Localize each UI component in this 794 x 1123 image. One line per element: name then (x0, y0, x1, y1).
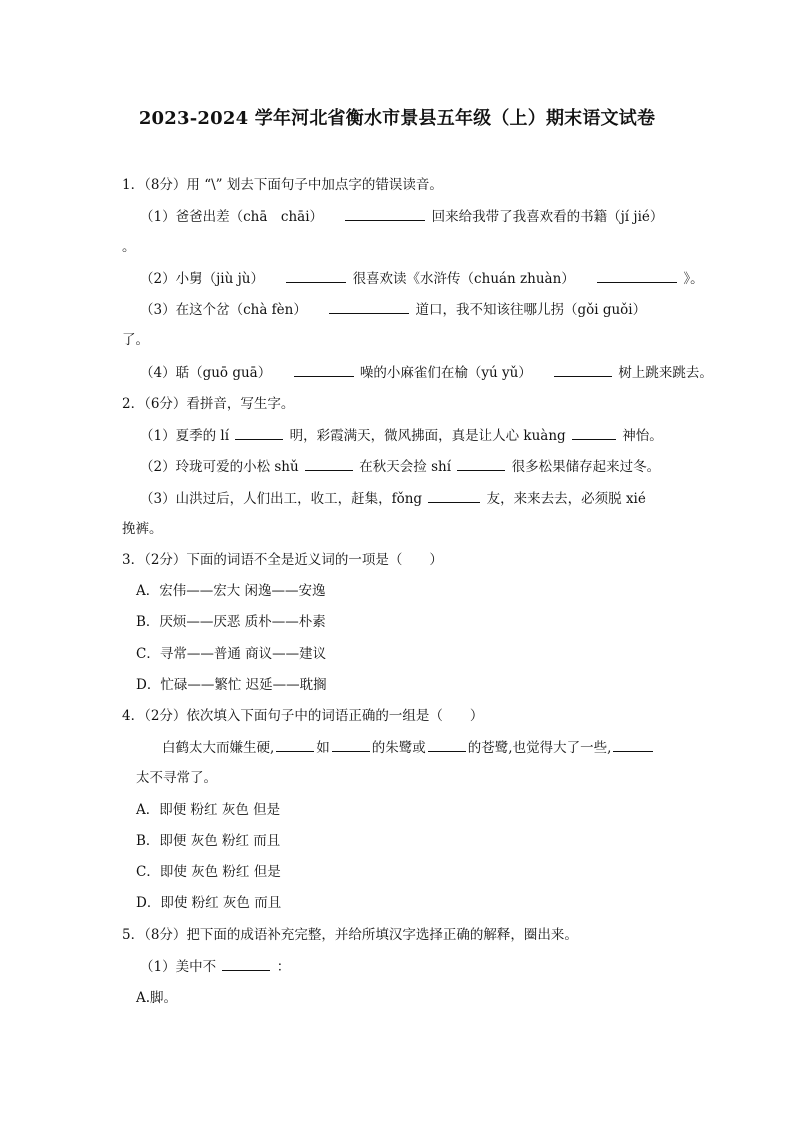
q1-item-2-text-a: （2）小舅（jiù jù） (140, 271, 264, 287)
q2-item-1-text-b: 明，彩霞满天，微风拂面，真是让人心 kuàng (289, 428, 566, 444)
q4-option-b[interactable]: B．即便 灰色 粉红 而且 (136, 833, 281, 849)
q2-item-2-text-a: （2）玲珑可爱的小松 shǔ (140, 459, 299, 475)
q4-option-c[interactable]: C．即使 灰色 粉红 但是 (136, 864, 281, 880)
q4-passage (162, 737, 655, 758)
answer-blank[interactable] (428, 737, 466, 752)
q1-item-1-tail: 。 (122, 239, 136, 255)
answer-blank[interactable] (613, 737, 653, 752)
answer-blank[interactable] (457, 456, 505, 471)
q3-option-a[interactable]: A．宏伟——宏大 闲逸——安逸 (136, 583, 326, 599)
q4-option-d[interactable]: D．即使 粉红 灰色 而且 (136, 895, 282, 911)
q5-option-a[interactable]: A.脚。 (136, 990, 178, 1006)
answer-blank[interactable] (332, 737, 370, 752)
q3-stem: 3．（2分）下面的词语不全是近义词的一项是（ ） (122, 552, 443, 568)
q2-item-1-text-a: （1）夏季的 lí (140, 428, 230, 444)
answer-blank[interactable] (222, 956, 270, 971)
q1-item-1-text-a: （1）爸爸出差（chā chāi） (140, 209, 324, 225)
q1-item-3-text-a: （3）在这个岔（chà fèn） (140, 302, 307, 318)
answer-blank[interactable] (294, 362, 354, 377)
q4-stem: 4．（2分）依次填入下面句子中的词语正确的一组是（ ） (122, 708, 484, 724)
answer-blank[interactable] (554, 362, 612, 377)
answer-blank[interactable] (428, 488, 480, 503)
q1-item-4-text-c: 树上跳来跳去。 (618, 365, 713, 381)
answer-blank[interactable] (276, 737, 314, 752)
q2-item-1 (140, 425, 663, 446)
q5-item-1-text-b: ： (276, 959, 291, 975)
q1-item-3 (140, 299, 646, 320)
q2-item-1-text-c: 神怡。 (622, 428, 663, 444)
answer-blank[interactable] (572, 425, 616, 440)
q1-item-2-text-c: 》。 (683, 271, 704, 287)
q1-item-4-text-a: （4）聒（guō guā） (140, 365, 272, 381)
q2-item-2 (140, 456, 660, 477)
q1-item-4-text-b: 噪的小麻雀们在榆（yú yǔ） (359, 365, 532, 381)
q3-option-b[interactable]: B．厌烦——厌恶 质朴——朴素 (136, 614, 326, 630)
q2-item-3-text-a: （3）山洪过后，人们出工，收工，赶集，fǒng (140, 491, 423, 507)
q4-passage-text-3: 的朱鹭或 (371, 740, 426, 756)
answer-blank[interactable] (305, 456, 353, 471)
answer-blank[interactable] (345, 206, 425, 221)
q5-stem: 5．（8分）把下面的成语补充完整，并给所填汉字选择正确的解释，圈出来。 (122, 927, 578, 943)
q2-item-3-tail: 挽裤。 (122, 521, 163, 537)
answer-blank[interactable] (286, 268, 346, 283)
q4-passage-text-4: 的苍鹭,也觉得大了一些, (467, 740, 612, 756)
q1-item-3-text-b: 道口，我不知该往哪儿拐（gǒi guǒi） (415, 302, 647, 318)
q4-passage-text-1: 白鹤太大而嫌生硬, (162, 740, 275, 756)
q3-option-d[interactable]: D．忙碌——繁忙 迟延——耽搁 (136, 677, 327, 693)
q2-item-3-text-b: 友，来来去去，必须脱 xié (486, 491, 646, 507)
answer-blank[interactable] (597, 268, 677, 283)
q3-option-c[interactable]: C．寻常——普通 商议——建议 (136, 646, 327, 662)
answer-blank[interactable] (235, 425, 283, 440)
q1-stem: 1．（8分）用 “\” 划去下面句子中加点字的错误读音。 (122, 177, 443, 193)
answer-blank[interactable] (329, 299, 409, 314)
q1-item-3-tail: 了。 (122, 332, 149, 348)
q2-stem: 2．（6分）看拼音，写生字。 (122, 396, 295, 412)
q1-item-1-text-b: 回来给我带了我喜欢看的书籍（jí jié） (431, 209, 664, 225)
q1-item-1 (140, 206, 663, 227)
q5-item-1 (140, 956, 290, 977)
q2-item-3 (140, 488, 646, 509)
q4-option-a[interactable]: A．即便 粉红 灰色 但是 (136, 802, 281, 818)
q1-item-2-text-b: 很喜欢读《水浒传（chuán zhuàn） (352, 271, 575, 287)
q2-item-2-text-c: 很多松果储存起来过冬。 (511, 459, 661, 475)
q4-passage-tail: 太不寻常了。 (136, 770, 217, 786)
q4-passage-text-2: 如 (316, 740, 330, 756)
q2-item-2-text-b: 在秋天会捡 shí (359, 459, 452, 475)
page-title: 2023-2024 学年河北省衡水市景县五年级（上）期末语文试卷 (138, 108, 656, 129)
q1-item-2 (140, 268, 704, 289)
q5-item-1-text-a: （1）美中不 (140, 959, 217, 975)
q1-item-4 (140, 362, 713, 383)
